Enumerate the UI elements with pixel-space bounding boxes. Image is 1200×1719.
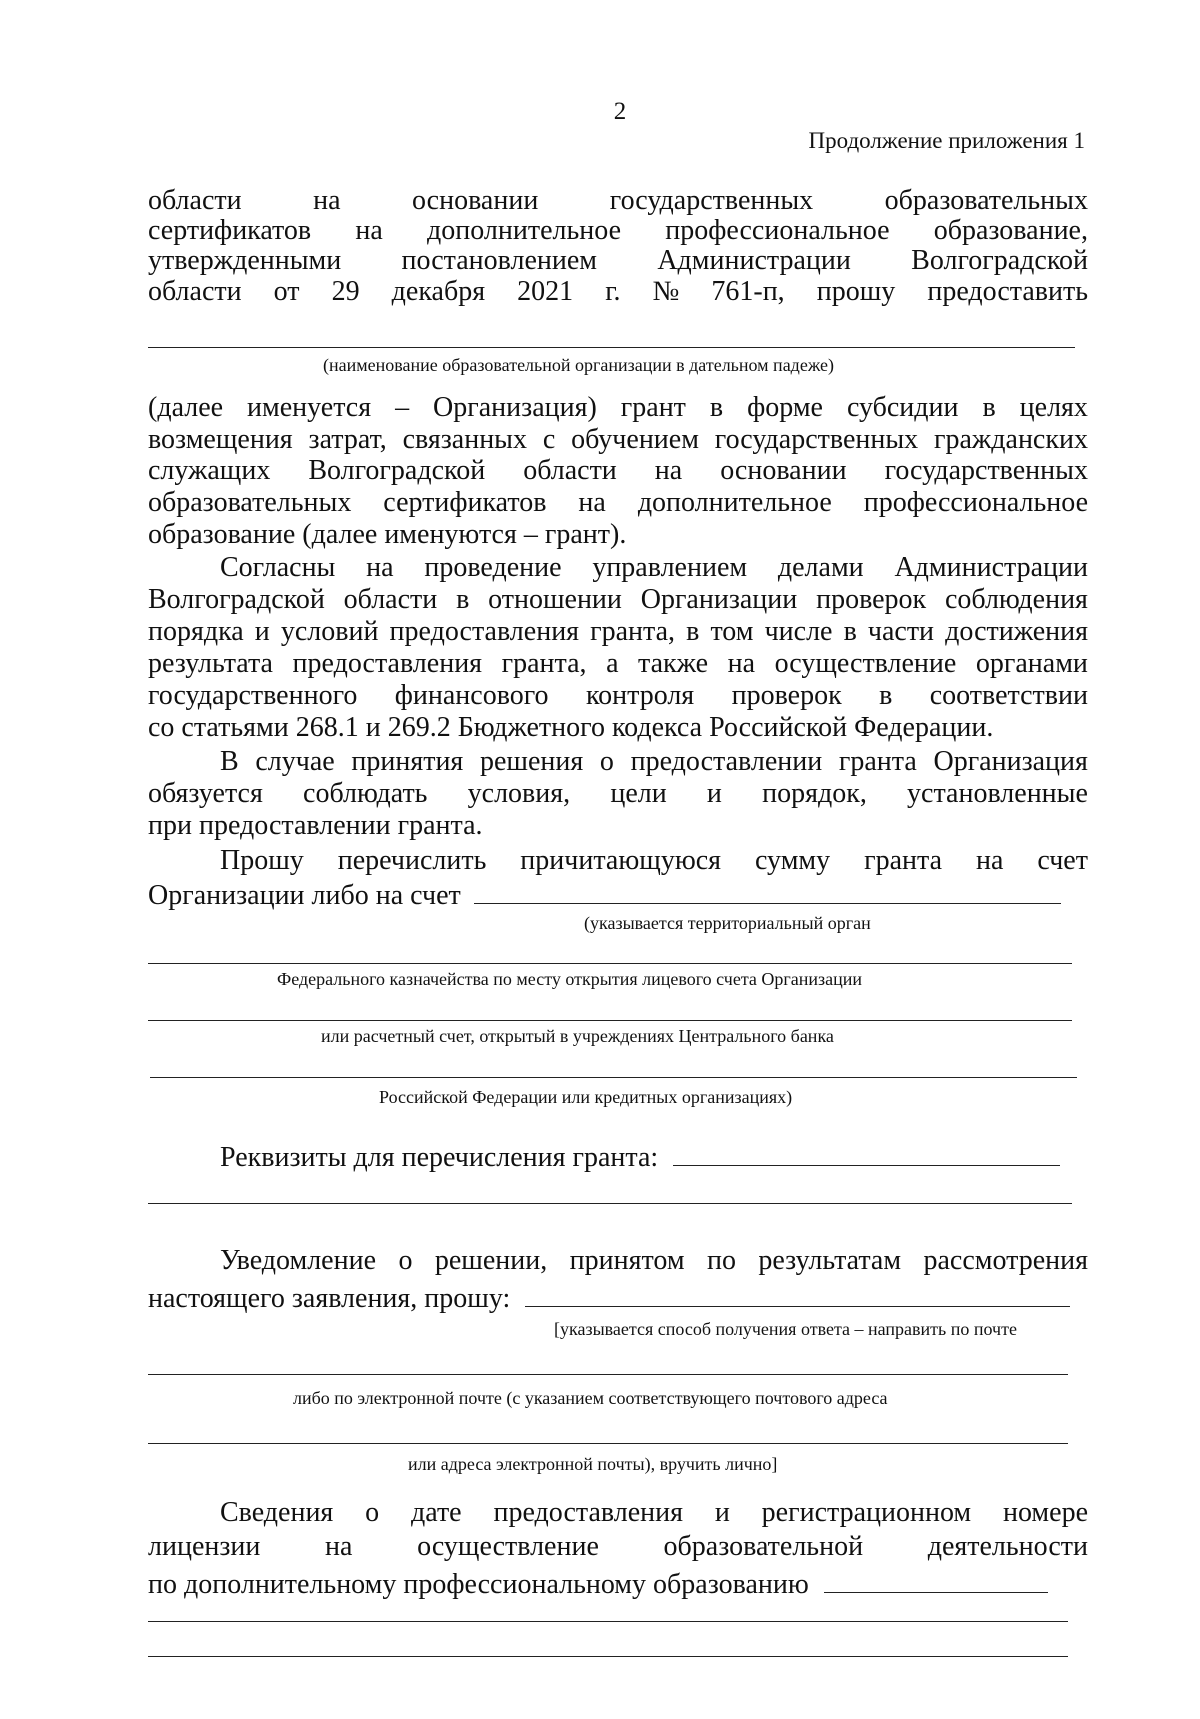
word: области [523,455,617,486]
word: проверок [816,584,927,615]
paragraph-line [148,1497,1088,1529]
word: условий [280,616,379,647]
paragraph-line [148,1531,1088,1563]
word: дате [411,1497,462,1528]
word: области [148,185,242,216]
word: постановлением [401,245,598,276]
intro-line [148,245,1088,277]
word: форме [747,392,823,423]
page-number: 2 [613,98,627,125]
word: сертификатов [383,487,547,518]
word: в [686,616,700,647]
word: перечислить [337,845,487,876]
word: в [982,392,996,423]
word: Администрации [657,245,851,276]
word: Сведения [220,1497,334,1528]
word: решения [479,746,584,777]
word: профессиональное [863,487,1088,518]
word: о [365,1497,380,1528]
word: результата [148,648,273,679]
word: установленные [907,778,1088,809]
word: порядка [148,616,244,647]
word: отношении [488,584,622,615]
word: регистрационном [761,1497,972,1528]
word: на [355,215,383,246]
paragraph-line [148,584,1088,616]
license-field[interactable] [148,1621,1068,1622]
word: результатам [758,1245,902,1276]
word: осуществление [417,1531,599,1562]
account-caption: Федерального казначейства по месту открытия лицевого счета Организации [277,969,863,989]
requisites-label: Реквизиты для перечисления гранта: [220,1142,659,1173]
paragraph-line: при предоставлении гранта. [148,810,483,841]
word: предоставления [389,616,580,647]
word: образовательной [663,1531,864,1562]
word: государственных [884,455,1088,486]
word: принятом [569,1245,685,1276]
word: предоставлении [630,746,823,777]
word: Уведомление [220,1245,377,1276]
word: о [599,746,614,777]
notice-label: настоящего заявления, прошу: [148,1283,511,1314]
word: основании [720,455,847,486]
word: от [273,276,300,307]
word: государственных [714,424,919,455]
word: сертификатов [148,215,312,246]
word: гранта, [590,616,676,647]
word: декабря [391,276,486,307]
license-line [148,1566,1088,1601]
word: государственных [609,185,814,216]
requisites-field[interactable] [673,1139,1060,1166]
word: по [706,1245,736,1276]
word: субсидии [846,392,959,423]
word: соблюдать [303,778,428,809]
word: в [879,680,893,711]
word: рассмотрения [923,1245,1088,1276]
word: образовательных [148,487,352,518]
word: также [638,648,709,679]
paragraph-line [148,877,1088,912]
account-label: Организации либо на счет [148,880,461,911]
word: в [456,584,470,615]
word: случае [255,746,335,777]
paragraph-line [148,845,1088,877]
word: Администрации [894,552,1088,583]
word: гранта [838,746,917,777]
word: целях [1019,392,1088,423]
word: области [148,276,242,307]
word: служащих [148,455,271,486]
word: сумму [755,845,831,876]
word: 2021 [517,276,574,307]
word: номере [1002,1497,1088,1528]
word: Волгоградской [911,245,1088,276]
word: возмещения [148,424,293,455]
word: связанных [402,424,527,455]
word: с [542,424,556,455]
paragraph-line [148,424,1088,456]
word: Организации [640,584,798,615]
notice-field[interactable] [525,1280,1070,1307]
word: обязуется [148,778,263,809]
account-field[interactable] [150,1077,1077,1078]
intro-line [148,276,1088,308]
word: именуется [247,392,372,423]
requisites-field[interactable] [148,1203,1072,1204]
word: финансового [394,680,549,711]
word: о [398,1245,413,1276]
account-field[interactable] [148,1020,1072,1021]
word: числе [764,616,833,647]
account-caption: (указывается территориальный орган [584,913,871,933]
notice-caption: [указывается способ получения ответа – направить по почте [554,1319,1017,1339]
notice-field[interactable] [148,1443,1068,1444]
license-label: по дополнительному профессиональному образованию [148,1569,809,1600]
word: (далее [148,392,224,423]
word: гранта, [501,648,587,679]
word: образование, [933,215,1088,246]
word: Организация) [433,392,597,423]
notice-caption: либо по электронной почте (с указанием соответствующего почтового адреса [293,1388,888,1408]
word: предоставления [493,1497,683,1528]
word: на [654,455,683,486]
word: счет [1037,845,1088,876]
word: а [606,648,619,679]
notice-field[interactable] [148,1374,1068,1375]
word: на [313,185,341,216]
word: проверок [731,680,842,711]
word: причитающуюся [520,845,722,876]
paragraph-line: образование (далее именуются – грант). [148,519,627,550]
word: органами [975,648,1088,679]
word: гранта [864,845,942,876]
account-caption: или расчетный счет, открытый в учреждениях Центрального банка [321,1026,834,1046]
word: в [709,392,724,423]
word: основании [411,185,539,216]
word: грант [620,392,686,423]
word: достижения [945,616,1088,647]
word: 761-п, [711,276,785,307]
appendix-note: Продолжение приложения 1 [808,128,1085,153]
paragraph-line [148,552,1088,584]
word: осуществление [774,648,957,679]
paragraph-line [148,1245,1088,1277]
notice-line [148,1280,1088,1315]
word: и [714,1497,730,1528]
word: области [343,584,438,615]
word: 29 [331,276,360,307]
word: Согласны [220,552,336,583]
word: порядок, [762,778,867,809]
word: государственного [148,680,358,711]
word: принятия [351,746,464,777]
word: затрат, [308,424,387,455]
notice-caption: или адреса электронной почты), вручить лично] [408,1454,778,1474]
word: соблюдения [944,584,1088,615]
word: части [867,616,935,647]
word: обучением [571,424,699,455]
account-field[interactable] [148,963,1072,964]
word: контроля [585,680,695,711]
paragraph-line [148,746,1088,778]
word: на [578,487,606,518]
word: проведение [424,552,562,583]
word: г. [605,276,621,307]
word: Организация [933,746,1088,777]
word: Волгоградской [308,455,486,486]
word: условия, [467,778,571,809]
word: на [975,845,1004,876]
word: делами [777,552,864,583]
word: соответствии [929,680,1088,711]
paragraph-line [148,648,1088,680]
word: Волгоградской [148,584,325,615]
word: на [727,648,756,679]
intro-line [148,215,1088,247]
word: № [652,276,680,307]
word: в [843,616,857,647]
word: том [710,616,754,647]
paragraph-line [148,680,1088,712]
paragraph-line [148,616,1088,648]
word: Прошу [220,845,304,876]
paragraph-line: со статьями 268.1 и 269.2 Бюджетного кодекса Российской Федерации. [148,712,994,743]
word: на [325,1531,353,1562]
word: прошу [816,276,896,307]
paragraph-line [148,392,1088,424]
word: предоставления [292,648,483,679]
word: утвержденными [148,245,342,276]
license-field[interactable] [148,1656,1068,1657]
word: дополнительное [637,487,832,518]
word: цели [610,778,667,809]
org-name-field[interactable] [148,347,1075,348]
word: и [706,778,722,809]
account-caption: Российской Федерации или кредитных организациях) [379,1087,793,1107]
account-field[interactable] [474,877,1061,904]
word: В [220,746,239,777]
license-field[interactable] [824,1566,1048,1593]
word: деятельности [927,1531,1088,1562]
intro-line [148,185,1088,217]
word: образовательных [884,185,1088,216]
word: предоставить [927,276,1088,307]
word: лицензии [148,1531,261,1562]
word: и [254,616,270,647]
word: управлением [592,552,748,583]
paragraph-line [148,778,1088,810]
org-name-caption: (наименование образовательной организации в дательном падеже) [323,355,835,375]
paragraph-line [148,455,1088,487]
word: дополнительное [427,215,622,246]
word: – [395,392,410,423]
word: гражданских [934,424,1088,455]
word: профессиональное [665,215,890,246]
word: на [366,552,394,583]
paragraph-line [148,487,1088,519]
requisites-line [148,1139,1088,1174]
word: решении, [434,1245,548,1276]
